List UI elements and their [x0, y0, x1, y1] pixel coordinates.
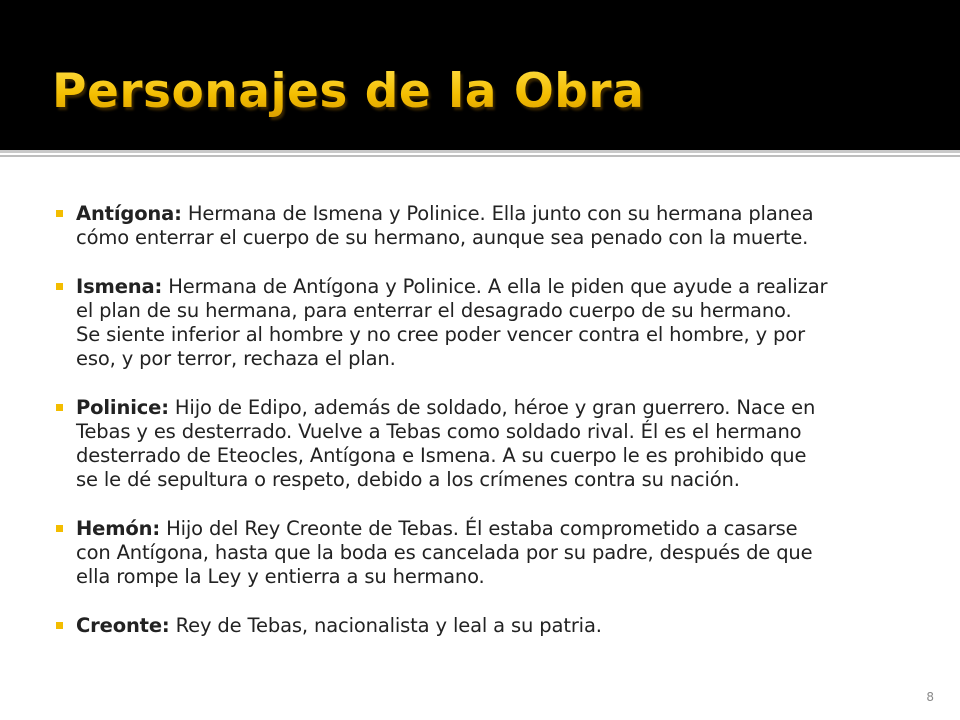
description-text: se le dé sepultura o respeto, debido a los crímenes contra su nación.: [76, 468, 740, 491]
description-text: Se siente inferior al hombre y no cree poder vencer contra el hombre, y por: [76, 323, 805, 346]
list-item: [56, 517, 926, 589]
item-line: [76, 275, 926, 299]
description-text: Rey de Tebas, nacionalista y leal a su patria.: [169, 614, 602, 637]
description-text: Hermana de Antígona y Polinice. A ella le piden que ayude a realizar: [162, 275, 828, 298]
description-text: cómo enterrar el cuerpo de su hermano, aunque sea penado con la muerte.: [76, 226, 809, 249]
square-bullet-icon: [56, 210, 63, 217]
item-line: [76, 614, 926, 638]
square-bullet-icon: [56, 404, 63, 411]
character-name: Antígona:: [76, 202, 182, 225]
description-text: el plan de su hermana, para enterrar el desagrado cuerpo de su hermano.: [76, 299, 792, 322]
description-text: Tebas y es desterrado. Vuelve a Tebas como soldado rival. Él es el hermano: [76, 420, 802, 443]
list-item: [56, 202, 926, 250]
list-item: [56, 396, 926, 492]
list-item: [56, 275, 926, 371]
description-text: Hijo del Rey Creonte de Tebas. Él estaba comprometido a casarse: [160, 517, 798, 540]
square-bullet-icon: [56, 283, 63, 290]
character-name: Polinice:: [76, 396, 169, 419]
item-line: [76, 202, 926, 226]
description-text: con Antígona, hasta que la boda es cancelada por su padre, después de que: [76, 541, 813, 564]
square-bullet-icon: [56, 622, 63, 629]
title-bar: [0, 0, 960, 150]
header-divider-lower: [0, 155, 960, 157]
list-item: [56, 614, 926, 638]
description-text: ella rompe la Ley y entierra a su hermano.: [76, 565, 485, 588]
item-line: [76, 396, 926, 420]
square-bullet-icon: [56, 525, 63, 532]
description-text: Hijo de Edipo, además de soldado, héroe y gran guerrero. Nace en: [168, 396, 816, 419]
slide-title: Personajes de la Obra: [52, 62, 644, 122]
character-name: Creonte:: [76, 614, 170, 637]
character-name: Ismena:: [76, 275, 163, 298]
description-text: desterrado de Eteocles, Antígona e Ismena. A su cuerpo le es prohibido que: [76, 444, 807, 467]
description-text: eso, y por terror, rechaza el plan.: [76, 347, 396, 370]
character-name: Hemón:: [76, 517, 161, 540]
item-line: [76, 517, 926, 541]
page-number: 8: [926, 690, 934, 704]
description-text: Hermana de Ismena y Polinice. Ella junto con su hermana planea: [181, 202, 814, 225]
character-list: [56, 202, 926, 663]
